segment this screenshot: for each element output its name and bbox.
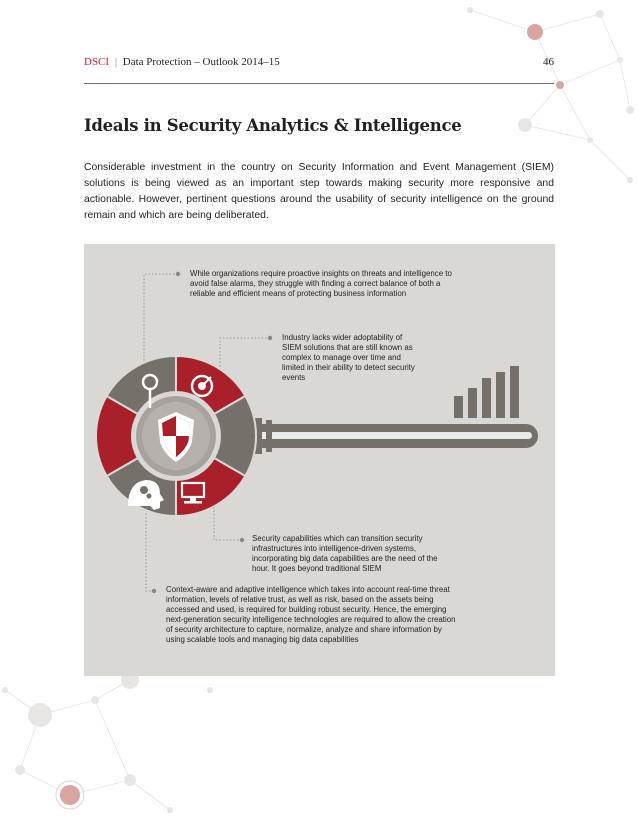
key-shaft xyxy=(234,418,538,454)
section-title: Ideals in Security Analytics & Intelligence xyxy=(84,116,462,135)
intro-paragraph: Considerable investment in the country on Security Information and Event Management (SIEM) solutions is being viewed as an important step towards making security more responsive and actionable. However, pertinent questions around the usability of security intelligence on the ground remain and which are being deliberated. xyxy=(84,162,554,221)
header-separator: | xyxy=(114,56,118,68)
note-siem-adoptability: Industry lacks wider adoptability of SIEM solutions that are still known as complex to manage over time and limited in their ability to detect security events xyxy=(282,333,415,382)
infographic-panel xyxy=(84,244,555,676)
document-title: Data Protection – Outlook 2014–15 xyxy=(122,56,280,68)
page-header xyxy=(84,56,554,74)
bar-chart-icon xyxy=(454,366,519,418)
key-head xyxy=(96,356,256,516)
brand-name: DSCI xyxy=(84,56,110,68)
header-rule xyxy=(84,83,554,84)
note-proactive-insights: While organizations require proactive insights on threats and intelligence to avoid false alarms, they struggle with finding a correct balance of both a reliable and efficient means of protecting business information xyxy=(190,269,452,298)
note-intelligence-driven: Security capabilities which can transition security infrastructures into intelligence-driven systems, incorporating big data capabilities are the need of the hour. It goes beyond traditional SIEM xyxy=(252,534,438,573)
note-context-aware: Context-aware and adaptive intelligence which takes into account real-time threat information, levels of relative trust, as well as risk, based on the assets being accessed and used, is required for building robust security. Hence, the emerging next-generation security intelligence technologies are required to allow the creation of security architecture to capture, normalize, analyze and share information by using scalable tools and managing big data capabilities xyxy=(166,585,456,644)
page-number: 46 xyxy=(543,56,554,68)
